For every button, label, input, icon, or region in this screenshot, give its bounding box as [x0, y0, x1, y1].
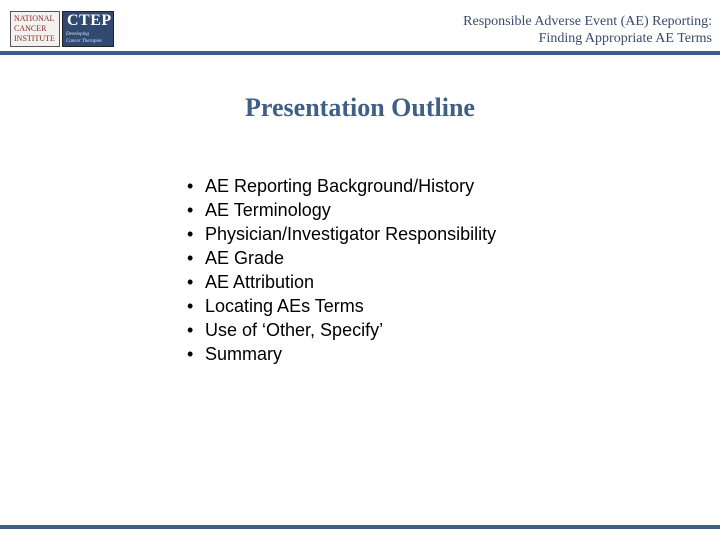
outline-item-label: AE Grade: [205, 248, 285, 268]
outline-list: [187, 174, 496, 366]
nci-logo-line-1: NATIONAL: [14, 14, 55, 23]
outline-item: [187, 294, 496, 318]
outline-item: [187, 198, 496, 222]
bullet-icon: •: [187, 320, 194, 340]
bullet-icon: •: [187, 248, 194, 268]
outline-item-label: Physician/Investigator Responsibility: [205, 224, 497, 244]
footer-divider: [0, 525, 720, 529]
outline-item-label: Locating AEs Terms: [205, 296, 364, 316]
nci-logo: [10, 11, 60, 47]
header-title-line-2: Finding Appropriate AE Terms: [538, 31, 712, 46]
outline-item: [187, 246, 496, 270]
slide-title: [0, 93, 720, 123]
outline-item-label: AE Reporting Background/History: [205, 176, 475, 196]
ctep-logo-tagline-2: Cancer Therapies: [66, 39, 102, 44]
header-divider: [0, 51, 720, 55]
outline-item-label: Use of ‘Other, Specify’: [205, 320, 384, 340]
outline-item: [187, 270, 496, 294]
header-title-line-1: Responsible Adverse Event (AE) Reporting:: [463, 14, 712, 29]
outline-item-label: AE Terminology: [205, 200, 331, 220]
ctep-logo-word: CTEP: [67, 12, 112, 29]
outline-item-label: AE Attribution: [205, 272, 315, 292]
outline-item: [187, 342, 496, 366]
ctep-logo: [62, 11, 114, 47]
bullet-icon: •: [187, 296, 194, 316]
header-title: [463, 13, 712, 47]
bullet-icon: •: [187, 344, 194, 364]
outline-item: [187, 222, 496, 246]
outline-item: [187, 174, 496, 198]
outline-item-label: Summary: [205, 344, 283, 364]
bullet-icon: •: [187, 272, 194, 292]
nci-logo-line-3: INSTITUTE: [14, 34, 55, 43]
bullet-icon: •: [187, 224, 194, 244]
nci-logo-line-2: CANCER: [14, 24, 47, 33]
ctep-logo-tagline-1: Developing: [66, 32, 90, 37]
bullet-icon: •: [187, 176, 194, 196]
header-logos: [10, 11, 114, 49]
slide-title-text: Presentation Outline: [245, 93, 475, 122]
bullet-icon: •: [187, 200, 194, 220]
outline-item: [187, 318, 496, 342]
